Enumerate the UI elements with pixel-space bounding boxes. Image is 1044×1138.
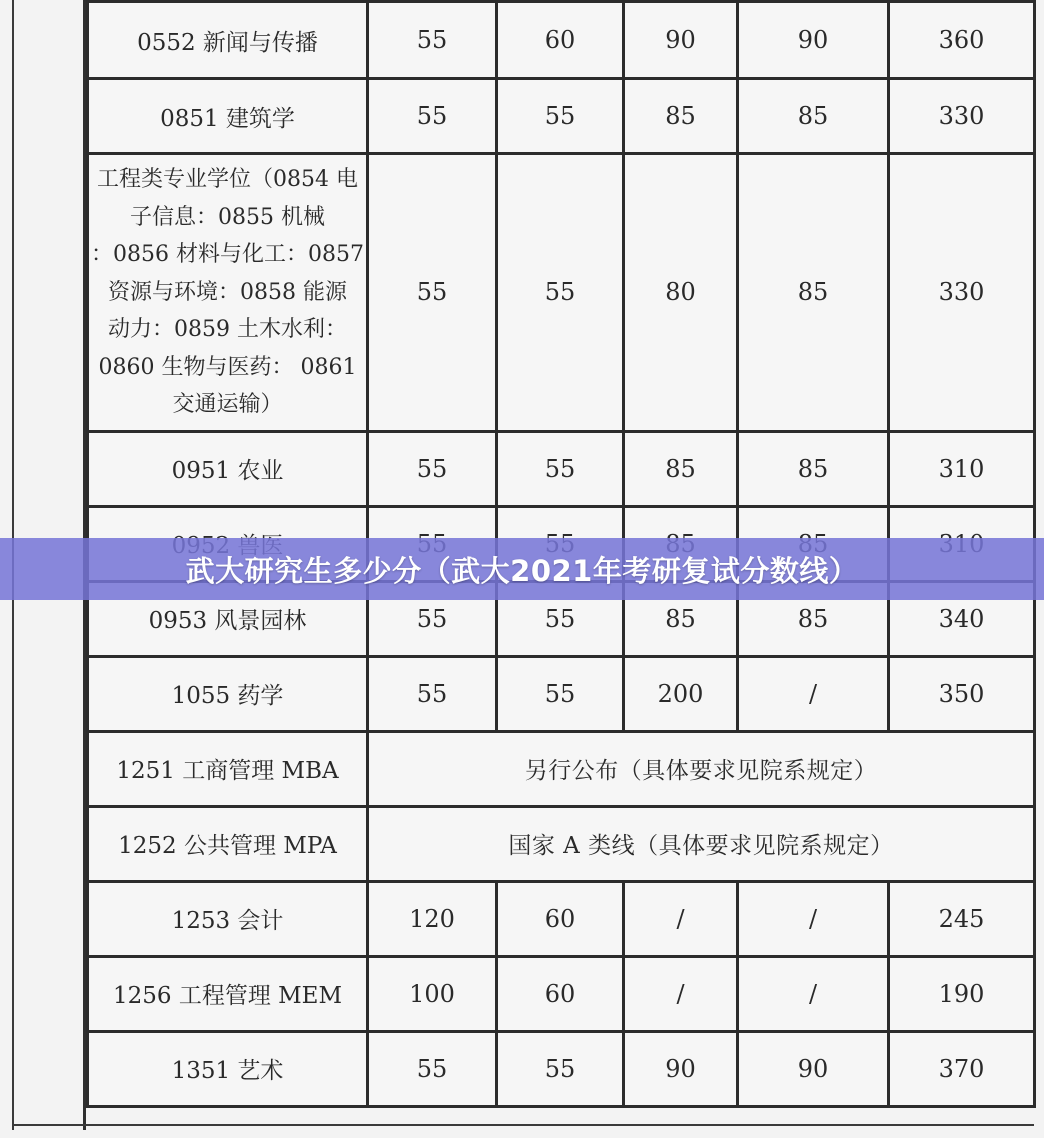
score-cell: 90 xyxy=(738,1031,889,1106)
total-score-cell: 330 xyxy=(889,79,1035,154)
title-banner xyxy=(0,538,1044,600)
score-cell: / xyxy=(738,881,889,956)
program-name-cell: 0953 风景园林 xyxy=(88,581,368,656)
total-score-cell: 370 xyxy=(889,1031,1035,1106)
program-name-cell: 0851 建筑学 xyxy=(88,79,368,154)
program-name-cell: 0552 新闻与传播 xyxy=(88,2,368,79)
score-cell: 200 xyxy=(624,656,738,731)
total-score-cell: 360 xyxy=(889,2,1035,79)
score-cell: 55 xyxy=(497,581,624,656)
score-cell: 55 xyxy=(368,581,497,656)
program-name-line: 子信息：0855 机械 xyxy=(130,204,325,230)
score-cell: 55 xyxy=(497,656,624,731)
score-cell: 55 xyxy=(368,2,497,79)
score-cell: 90 xyxy=(624,2,738,79)
bottom-border-line xyxy=(12,1124,1034,1126)
score-cell: 90 xyxy=(738,2,889,79)
program-name-cell: 1256 工程管理 MEM xyxy=(88,956,368,1031)
table-row xyxy=(88,431,1035,506)
program-name-cell: 1351 艺术 xyxy=(88,1031,368,1106)
table-row xyxy=(88,731,1035,806)
score-cell: 60 xyxy=(497,2,624,79)
score-cell: 85 xyxy=(738,79,889,154)
score-cell: 60 xyxy=(497,956,624,1031)
merged-note-cell: 国家 A 类线（具体要求见院系规定） xyxy=(368,806,1035,881)
program-name-cell: 1251 工商管理 MBA xyxy=(88,731,368,806)
total-score-cell: 330 xyxy=(889,154,1035,432)
program-name-line: ：0856 材料与化工：0857 xyxy=(91,242,364,267)
score-cell: 85 xyxy=(738,154,889,432)
score-cell: 55 xyxy=(497,431,624,506)
total-score-cell: 245 xyxy=(889,881,1035,956)
score-cell: 120 xyxy=(368,881,497,956)
program-name-cell: 0951 农业 xyxy=(88,431,368,506)
program-name-line: 0860 生物与医药： 0861 xyxy=(98,354,357,380)
banner-title: 武大研究生多少分（武大2021年考研复试分数线） xyxy=(185,553,859,588)
total-score-cell: 190 xyxy=(889,956,1035,1031)
score-cell: 85 xyxy=(624,581,738,656)
table-row xyxy=(88,79,1035,154)
program-name-cell: 1253 会计 xyxy=(88,881,368,956)
program-name-cell xyxy=(88,154,368,432)
score-cell: 85 xyxy=(624,79,738,154)
program-name-line: 资源与环境：0858 能源 xyxy=(108,279,347,305)
program-name-cell: 1055 药学 xyxy=(88,656,368,731)
score-cell: 90 xyxy=(624,1031,738,1106)
score-cell: 55 xyxy=(368,656,497,731)
merged-note-cell: 另行公布（具体要求见院系规定） xyxy=(368,731,1035,806)
table-row xyxy=(88,806,1035,881)
program-name-line: 交通运输） xyxy=(172,392,283,417)
score-cell: / xyxy=(738,656,889,731)
score-cell: 55 xyxy=(497,79,624,154)
program-name-line: 工程类专业学位（0854 电 xyxy=(97,167,358,192)
table-row xyxy=(88,1031,1035,1106)
score-cell: 85 xyxy=(738,581,889,656)
program-name-line: 动力：0859 土木水利： xyxy=(108,317,347,342)
table-row xyxy=(88,2,1035,79)
total-score-cell: 340 xyxy=(889,581,1035,656)
score-cell: 85 xyxy=(738,431,889,506)
score-cell: 100 xyxy=(368,956,497,1031)
table-row xyxy=(88,154,1035,432)
score-cell: 55 xyxy=(368,154,497,432)
table-row xyxy=(88,881,1035,956)
total-score-cell: 310 xyxy=(889,431,1035,506)
score-cell: 80 xyxy=(624,154,738,432)
table-row xyxy=(88,656,1035,731)
score-cell: / xyxy=(738,956,889,1031)
score-cell: 60 xyxy=(497,881,624,956)
score-cell: 55 xyxy=(497,154,624,432)
score-cell: 55 xyxy=(368,431,497,506)
table-row xyxy=(88,956,1035,1031)
score-cell: 85 xyxy=(624,431,738,506)
score-cell: 55 xyxy=(497,1031,624,1106)
program-name-cell: 1252 公共管理 MPA xyxy=(88,806,368,881)
score-cell: / xyxy=(624,881,738,956)
score-cell: 55 xyxy=(368,1031,497,1106)
total-score-cell: 350 xyxy=(889,656,1035,731)
score-cell: 55 xyxy=(368,79,497,154)
score-cell: / xyxy=(624,956,738,1031)
